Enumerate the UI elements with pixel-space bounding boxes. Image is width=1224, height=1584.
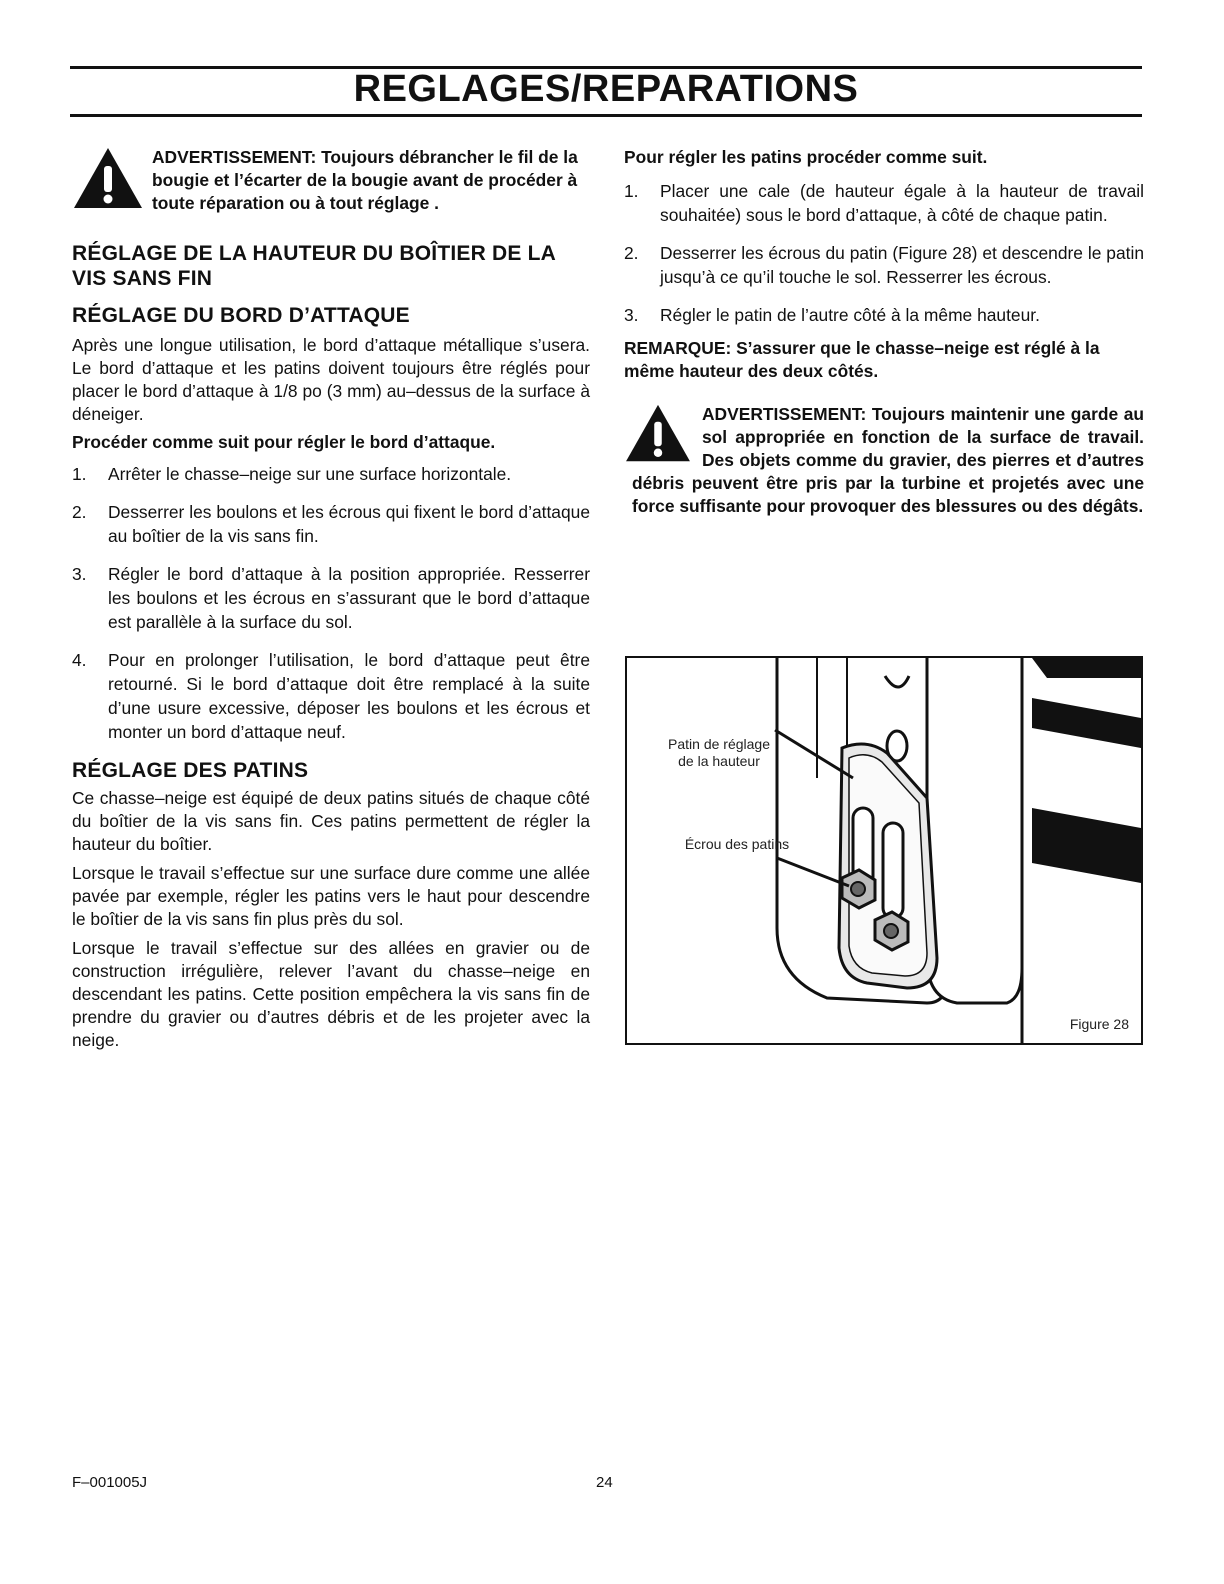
step-number: 2.	[624, 243, 639, 263]
step-text: Régler le bord d’attaque à la position appropriée. Resserrer les boulons et les écrous en s’assurant que le bord d’attaque est parallèle à la surface du sol.	[108, 564, 590, 632]
step-number: 3.	[624, 305, 639, 325]
section-heading-scraper-bar: RÉGLAGE DU BORD D’ATTAQUE	[72, 304, 410, 327]
step-text: Arrêter le chasse–neige sur une surface horizontale.	[108, 464, 512, 484]
section-heading-auger-height: RÉGLAGE DE LA HAUTEUR DU BOÎTIER DE LA VIS SANS FIN	[72, 242, 556, 290]
list-item	[72, 648, 590, 744]
procedure-heading: Procéder comme suit pour régler le bord d’attaque.	[72, 432, 496, 452]
step-number: 1.	[624, 181, 639, 201]
list-item	[72, 500, 590, 548]
paragraph: Lorsque le travail s’effectue sur des allées en gravier ou de construction irrégulière, relever l’avant du chasse–neige en descendant les patins. Cette position empêchera la vis sans fin de prendre du gravier ou d’autres débris et de les projeter avec la neige.	[72, 938, 590, 1050]
step-number: 4.	[72, 650, 87, 670]
paragraph: Ce chasse–neige est équipé de deux patins situés de chaque côté du boîtier de la vis sans fin. Ces patins permettent de régler la hauteur du boîtier.	[72, 788, 590, 854]
page-number: 24	[596, 1474, 613, 1491]
step-text: Desserrer les écrous du patin (Figure 28) et descendre le patin jusqu’à ce qu’il touche le sol. Resserrer les écrous.	[660, 243, 1144, 287]
step-text: Desserrer les boulons et les écrous qui fixent le bord d’attaque au boîtier de la vis sans fin.	[108, 502, 590, 546]
step-number: 3.	[72, 564, 87, 584]
procedure-heading: Pour régler les patins procéder comme suit.	[624, 147, 988, 167]
page-title: REGLAGES/REPARATIONS	[353, 68, 859, 110]
label-skid-shoe	[659, 736, 779, 770]
note-text: REMARQUE: S’assurer que le chasse–neige est réglé à la même hauteur des deux côtés.	[624, 338, 1100, 381]
warning-triangle-icon	[624, 403, 692, 465]
figure-28	[625, 656, 1143, 1045]
warning-text: ADVERTISSEMENT: Toujours maintenir une garde au sol appropriée en fonction de la surface de travail. Des objets comme du gravier, des pierres et d’autres débris peuvent être pris par la turbine et projetés avec une force suffisante pour provoquer des blessures ou des dégâts.	[632, 404, 1144, 516]
right-column	[624, 146, 1144, 518]
title-underline	[70, 114, 1142, 117]
step-text: Régler le patin de l’autre côté à la même hauteur.	[660, 305, 1040, 325]
list-item	[624, 179, 1144, 227]
list-item	[72, 462, 590, 486]
footer-code: F–001005J	[72, 1474, 148, 1491]
scraper-steps-list	[72, 462, 590, 744]
list-item	[72, 562, 590, 634]
step-text: Placer une cale (de hauteur égale à la hauteur de travail souhaitée) sous le bord d’attaque, à côté de chaque patin.	[660, 181, 1144, 225]
step-number: 2.	[72, 502, 87, 522]
warning-block	[624, 403, 1144, 518]
list-item	[624, 241, 1144, 289]
label-line: de la hauteur	[678, 753, 760, 769]
paragraph: Lorsque le travail s’effectue sur une surface dure comme une allée pavée par exemple, régler les patins vers le haut pour descendre le boîtier de la vis sans fin plus près du sol.	[72, 863, 590, 929]
left-column	[72, 146, 590, 1052]
step-number: 1.	[72, 464, 87, 484]
paragraph: Après une longue utilisation, le bord d’attaque métallique s’usera. Le bord d’attaque et les patins doivent toujours être réglés pour placer le bord d’attaque à 1/8 po (3 mm) au–dessus de la surface à déneiger.	[72, 335, 590, 424]
label-skid-nut: Écrou des patins	[684, 836, 790, 852]
label-line: Patin de réglage	[668, 736, 770, 752]
section-heading-skid-shoes: RÉGLAGE DES PATINS	[72, 759, 309, 782]
list-item	[624, 303, 1144, 327]
warning-text: ADVERTISSEMENT: Toujours débrancher le fil de la bougie et l’écarter de la bougie avant de procéder à toute réparation ou à tout réglage .	[152, 147, 578, 213]
warning-triangle-icon	[72, 146, 144, 212]
warning-block	[72, 146, 590, 215]
figure-caption: Figure 28	[1069, 1016, 1129, 1032]
skid-steps-list	[624, 179, 1144, 327]
step-text: Pour en prolonger l’utilisation, le bord d’attaque peut être retourné. Si le bord d’attaque doit être remplacé à la suite d’une usure excessive, déposer les boulons et les écrous et monter un bord d’attaque neuf.	[108, 650, 590, 742]
